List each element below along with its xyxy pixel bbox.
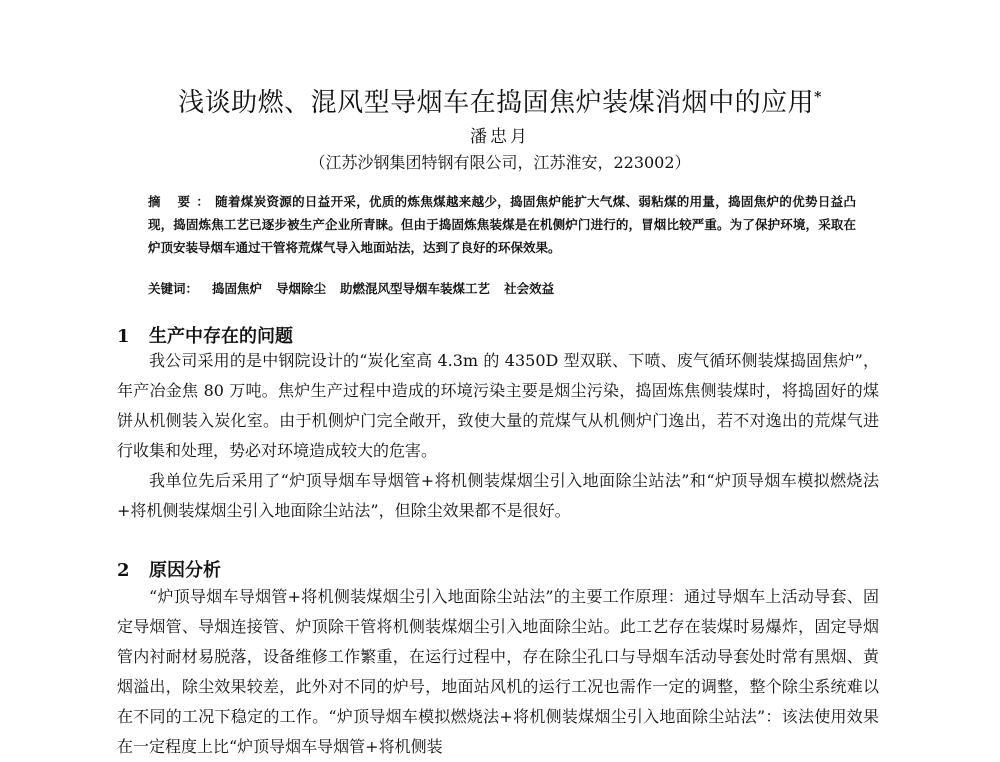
- abstract: [148, 190, 856, 259]
- keyword: 捣固焦炉: [212, 281, 263, 296]
- title-footnote-mark: *: [814, 89, 822, 106]
- section-heading: [117, 322, 293, 348]
- keyword: 社会效益: [504, 281, 555, 296]
- section-title: 生产中存在的问题: [149, 326, 293, 347]
- keyword: 助燃混风型导烟车装煤工艺: [340, 281, 491, 296]
- paper-title-text: 浅谈助燃、混风型导烟车在捣固焦炉装煤消烟中的应用: [178, 88, 815, 118]
- keywords: [148, 279, 856, 299]
- section-heading: [117, 556, 221, 582]
- paragraph: 我公司采用的是中钢院设计的“炭化室高 4.3m 的 4350D 型双联、下喷、废气循环侧装煤捣固焦炉”，年产冶金焦 80 万吨。焦炉生产过程中造成的环境污染主要是烟尘污染，捣固炼焦侧装煤时，将捣固好的煤饼从机侧装入炭化室。由于机侧炉门完全敞开，致使大量的荒煤气从机侧炉门逸出，若不对逸出的荒煤气进行收集和处理，势必对环境造成较大的危害。: [117, 351, 879, 460]
- paper-title: [0, 82, 1000, 119]
- abstract-text: 随着煤炭资源的日益开采，优质的炼焦煤越来越少，捣固焦炉能扩大气煤、弱粘煤的用量，捣固焦炉的优势日益凸现，捣固炼焦工艺已逐步被生产企业所青睐。但由于捣固炼焦装煤是在机侧炉门进行的，冒烟比较严重。为了保护环境，采取在炉顶安装导烟车通过干管将荒煤气导入地面站法，达到了良好的环保效果。: [148, 194, 856, 255]
- paper-affiliation: （江苏沙钢集团特钢有限公司，江苏淮安，223002）: [309, 153, 691, 172]
- abstract-label: 摘 要：: [148, 194, 216, 209]
- paragraph: “炉顶导烟车导烟管+将机侧装煤烟尘引入地面除尘站法”的主要工作原理：通过导烟车上活动导套、固定导烟管、导烟连接管、炉顶除干管将机侧装煤烟尘引入地面除尘站。此工艺存在装煤时易爆炸，固定导烟管内衬耐材易脱落，设备维修工作繁重，在运行过程中，存在除尘孔口与导烟车活动导套处时常有黑烟、黄烟溢出，除尘效果较差，此外对不同的炉号，地面站风机的运行工况也需作一定的调整，整个除尘系统难以在不同的工况下稳定的工作。“炉顶导烟车模拟燃烧法+将机侧装煤烟尘引入地面除尘站法”：该法使用效果在一定程度上比“炉顶导烟车导烟管+将机侧装: [117, 587, 879, 756]
- paper-author: 潘忠月: [470, 127, 530, 147]
- section-number: 2: [117, 560, 130, 581]
- paragraph: 我单位先后采用了“炉顶导烟车导烟管+将机侧装煤烟尘引入地面除尘站法”和“炉顶导烟车模拟燃烧法+将机侧装煤烟尘引入地面除尘站法”，但除尘效果都不是很好。: [117, 471, 879, 520]
- keywords-label: 关键词：: [148, 281, 199, 296]
- section-title: 原因分析: [149, 560, 221, 581]
- keyword: 导烟除尘: [276, 281, 327, 296]
- section-number: 1: [117, 326, 130, 347]
